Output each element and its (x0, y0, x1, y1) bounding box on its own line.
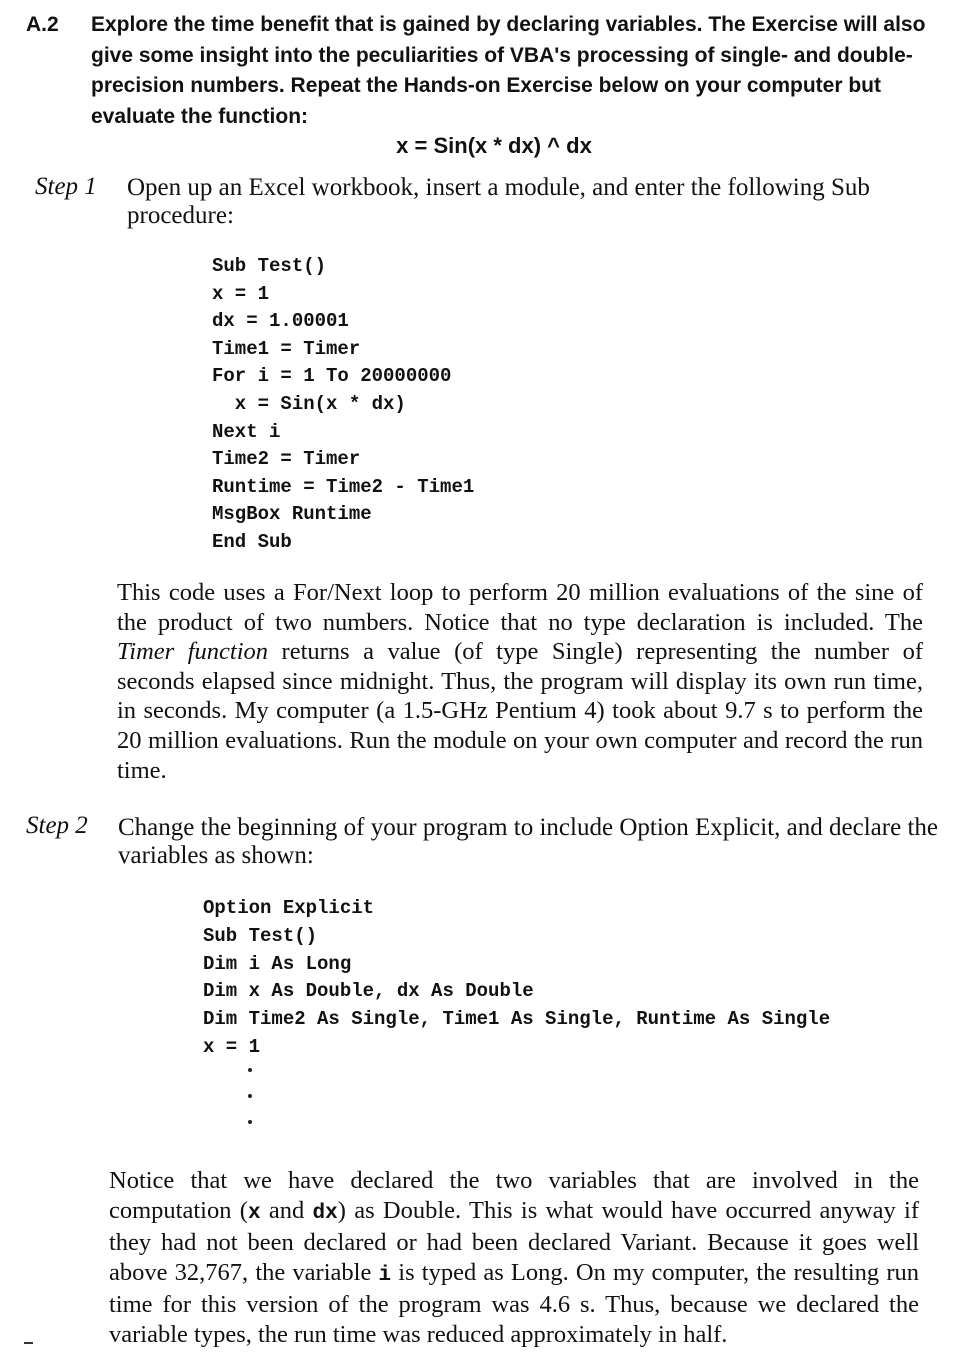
code-line: dx = 1.00001 (212, 310, 349, 333)
dot (248, 1094, 252, 1098)
dot (248, 1068, 252, 1072)
margin-mark (24, 1342, 33, 1344)
code-line: Dim Time2 As Single, Time1 As Single, Runtime As Single (203, 1008, 831, 1031)
paragraph-text: Notice that we have declared the two variables that are involved in the computation ( (109, 1167, 919, 1224)
code-line: Time1 = Timer (212, 337, 361, 360)
step-1-paragraph (117, 578, 923, 785)
step-1-code-block (212, 253, 474, 557)
code-line: Option Explicit (203, 897, 375, 919)
code-line: Time2 = Timer (212, 448, 361, 471)
code-line: Next i (212, 420, 281, 443)
step-2-instruction: Change the beginning of your program to include Option Explicit, and declare the variables as shown: (118, 814, 938, 869)
code-line: Sub Test() (203, 924, 318, 947)
exercise-formula: x = Sin(x * dx) ^ dx (396, 133, 592, 158)
step-1-instruction: Open up an Excel workbook, insert a module, and enter the following Sub procedure: (127, 174, 870, 229)
exercise-number: A.2 (26, 13, 59, 36)
step-2-paragraph (109, 1166, 919, 1350)
paragraph-text: This code uses a For/Next loop to perform 20 million evaluations of the sine of the product of two numbers. Notice that no type declaration is included. The (117, 579, 923, 636)
code-line: x = Sin(x * dx) (212, 392, 406, 415)
paragraph-text: is typed as Long. On my computer, the resulting run time for this version of the program was 4.6 s. Thus, because we declared the variable types, the run time was reduced approximately in half. (109, 1258, 919, 1348)
paragraph-text: returns a value (of type Single) representing the number of seconds elapsed since midnight. Thus, the program will display its own run time, in seconds. My computer (a 1.5-GHz Pentium 4) took about 9.7 s to perform the 20 million evaluations. Run the module on your own computer and record the run time. (117, 638, 923, 784)
emphasis-text: Timer function (117, 638, 269, 666)
code-line: Dim x As Double, dx As Double (203, 980, 534, 1003)
code-line: End Sub (212, 530, 292, 553)
step-2-code-block (203, 895, 830, 1062)
code-line: Sub Test() (212, 255, 327, 277)
code-line: For i = 1 To 20000000 (212, 365, 452, 388)
exercise-intro: Explore the time benefit that is gained by declaring variables. The Exercise will also give some insight into the peculiarities of VBA's processing of single- and double-precision numbers. Repeat the Hands-on Exercise below on your computer but evaluate the function: (91, 13, 926, 128)
code-line: Dim i As Long (203, 952, 352, 975)
code-line: x = 1 (212, 282, 270, 305)
dot (248, 1120, 252, 1124)
step-1-label: Step 1 (35, 173, 97, 200)
code-line: x = 1 (203, 1035, 261, 1058)
step-2-label: Step 2 (26, 812, 88, 839)
inline-code-i: i (378, 1263, 392, 1287)
inline-code-x: x (247, 1201, 261, 1225)
paragraph-text: and (260, 1196, 313, 1224)
code-continuation-dots (248, 1068, 260, 1146)
code-line: Runtime = Time2 - Time1 (212, 475, 475, 498)
inline-code-dx: dx (312, 1201, 338, 1225)
code-line: MsgBox Runtime (212, 503, 372, 526)
paragraph-text: ) as Double. This is what would have occurred anyway if they had not been declared or had been declared Variant. Because it goes well above 32,767, the variable (109, 1196, 919, 1286)
